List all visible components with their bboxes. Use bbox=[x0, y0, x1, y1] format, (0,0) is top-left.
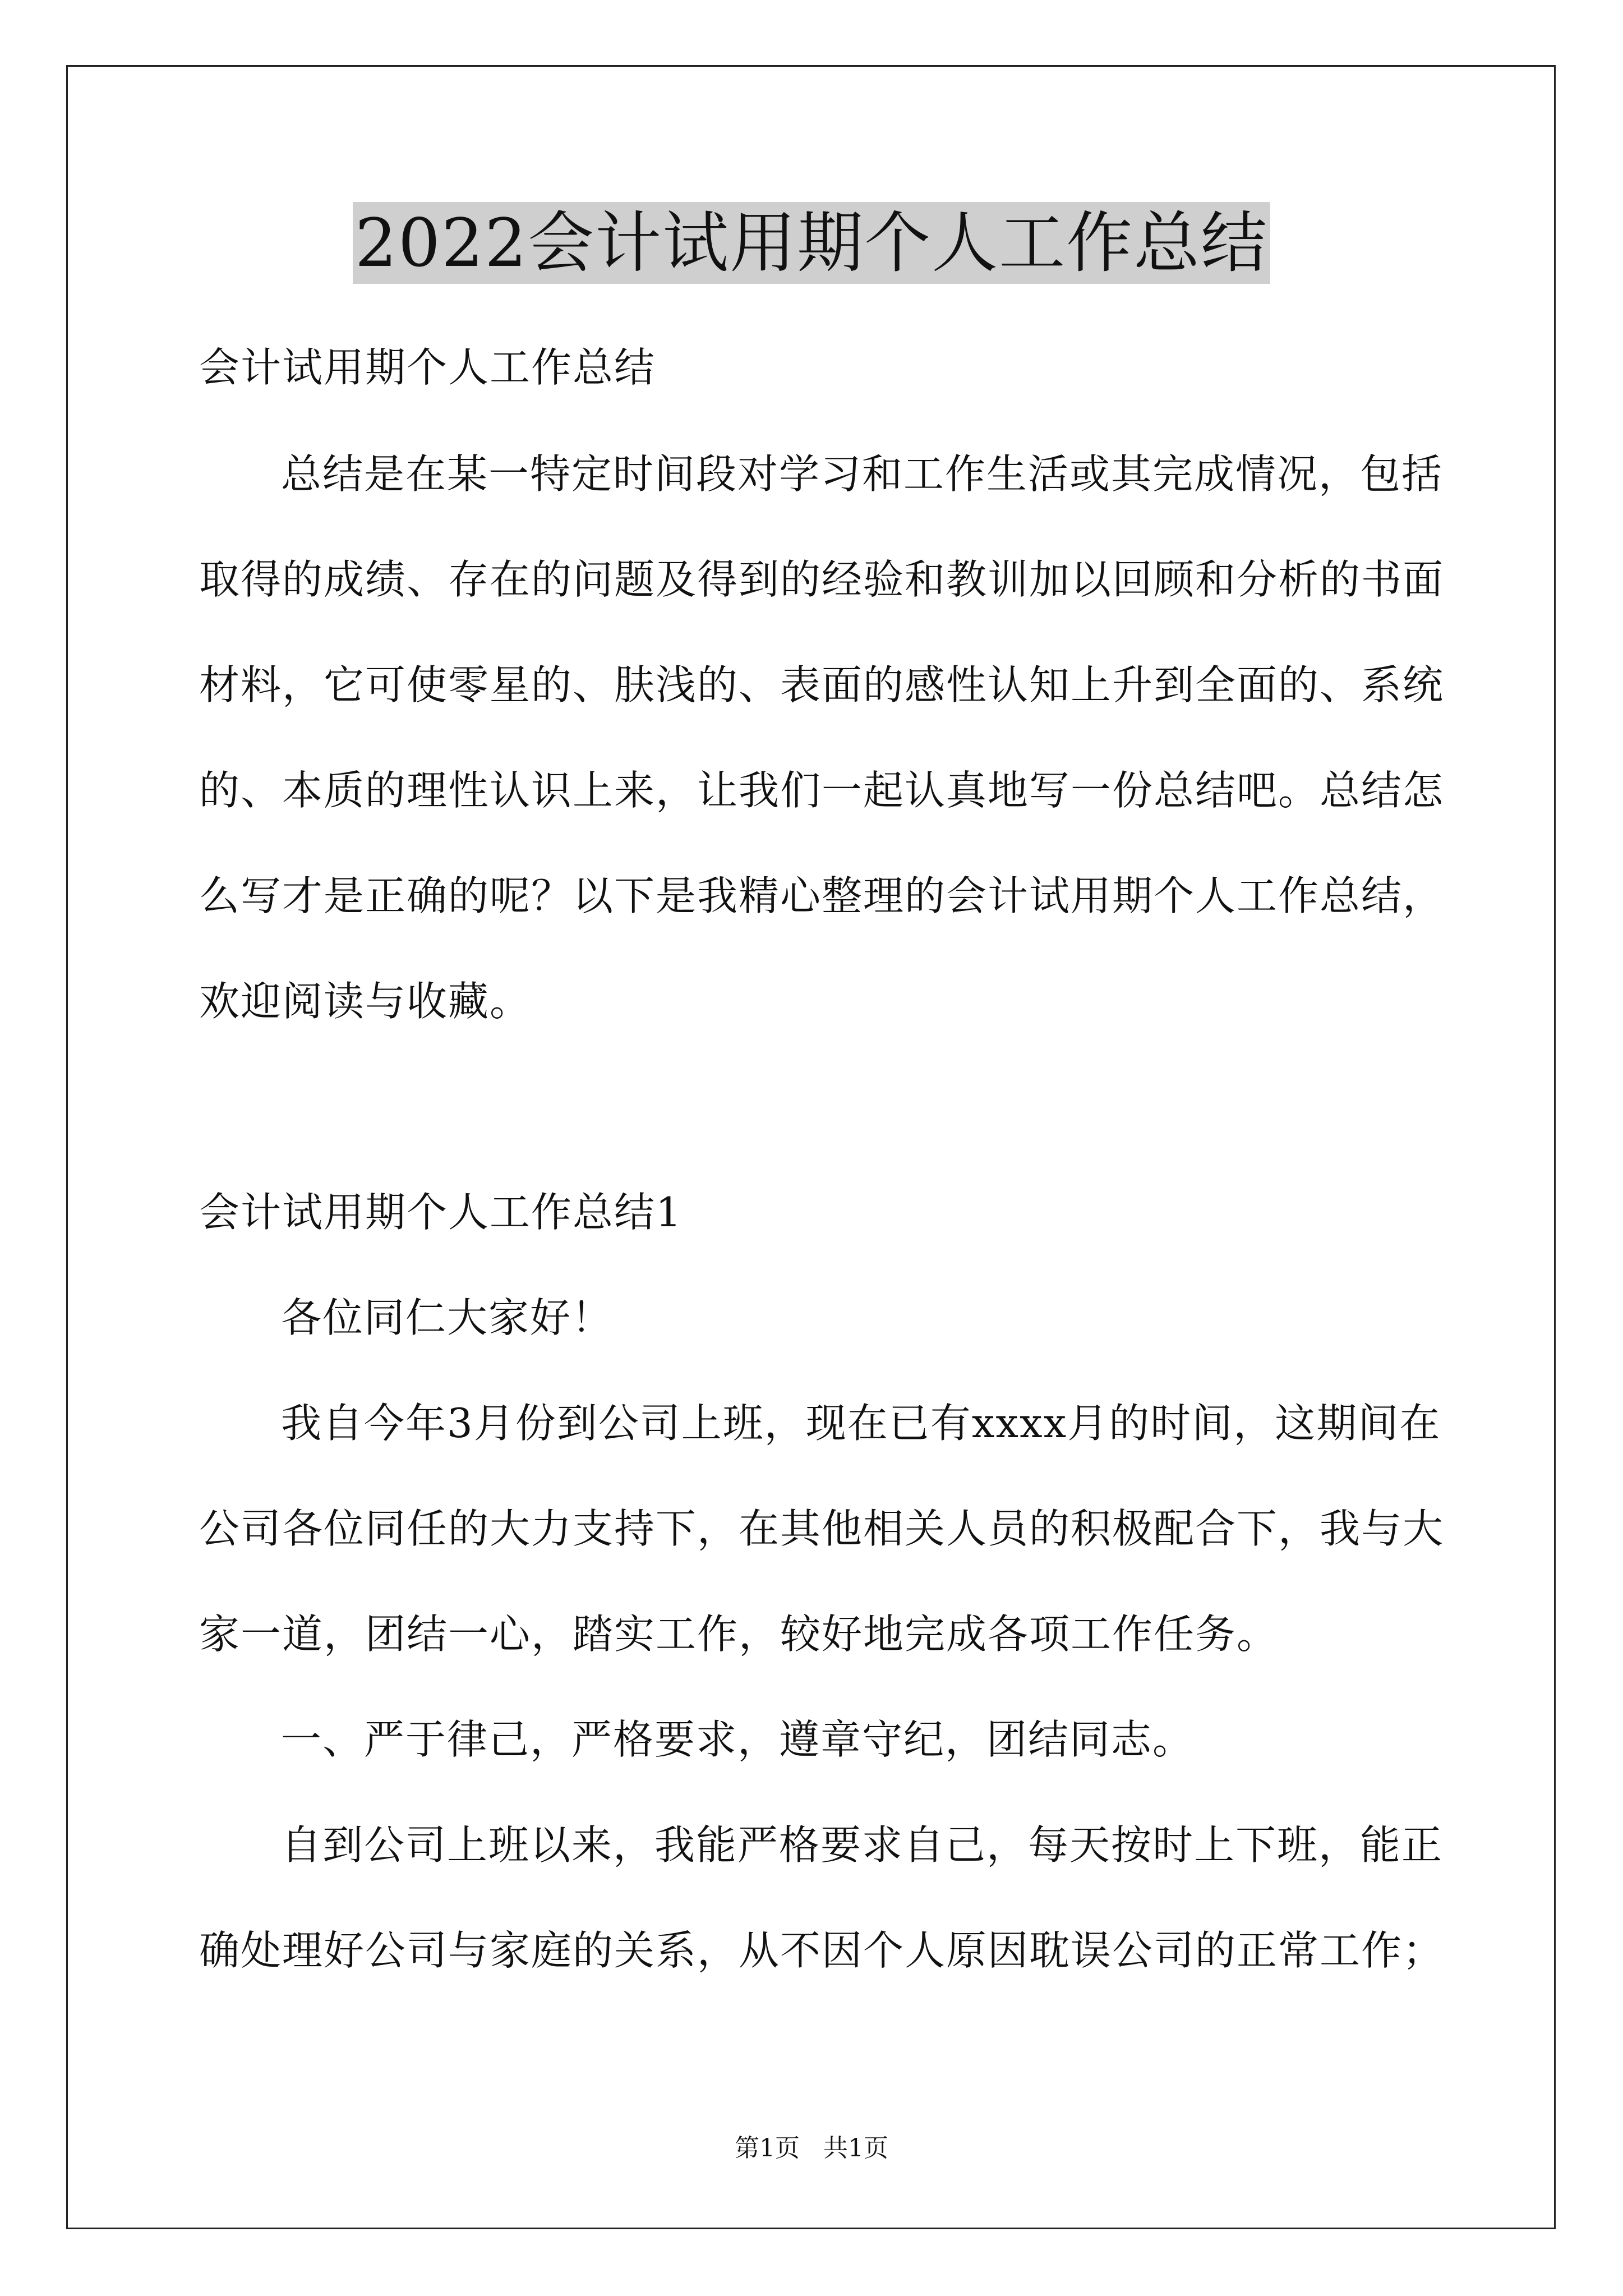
paragraph-line: 总结是在某一特定时间段对学习和工作生活或其完成情况，包括 bbox=[281, 450, 1444, 498]
paragraph-line: 我自今年3月份到公司上班，现在已有xxxx月的时间，这期间在 bbox=[281, 1400, 1441, 1447]
paragraph-line: 欢迎阅读与收藏。 bbox=[199, 978, 532, 1025]
document-title: 2022会计试用期个人工作总结 bbox=[353, 202, 1270, 284]
title-container bbox=[0, 202, 1623, 284]
paragraph-line: 材料，它可使零星的、肤浅的、表面的感性认知上升到全面的、系统 bbox=[199, 661, 1445, 708]
paragraph-line: 家一道，团结一心，踏实工作，较好地完成各项工作任务。 bbox=[199, 1611, 1279, 1658]
section-heading: 会计试用期个人工作总结1 bbox=[199, 1189, 683, 1236]
paragraph-line: 公司各位同任的大力支持下，在其他相关人员的积极配合下，我与大 bbox=[199, 1505, 1445, 1552]
paragraph-line: 的、本质的理性认识上来，让我们一起认真地写一份总结吧。总结怎 bbox=[199, 767, 1445, 814]
paragraph-line: 取得的成绩、存在的问题及得到的经验和教训加以回顾和分析的书面 bbox=[199, 556, 1445, 603]
paragraph-line: 么写才是正确的呢？以下是我精心整理的会计试用期个人工作总结， bbox=[199, 872, 1445, 919]
paragraph-line: 自到公司上班以来，我能严格要求自己，每天按时上下班，能正 bbox=[281, 1821, 1444, 1869]
section-heading: 会计试用期个人工作总结 bbox=[199, 344, 656, 391]
page-footer: 第1页 共1页 bbox=[735, 2134, 888, 2162]
greeting-line: 各位同仁大家好！ bbox=[281, 1294, 614, 1341]
paragraph-line: 确处理好公司与家庭的关系，从不因个人原因耽误公司的正常工作； bbox=[199, 1927, 1445, 1974]
subsection-heading: 一、严于律己，严格要求，遵章守纪，团结同志。 bbox=[281, 1716, 1195, 1763]
